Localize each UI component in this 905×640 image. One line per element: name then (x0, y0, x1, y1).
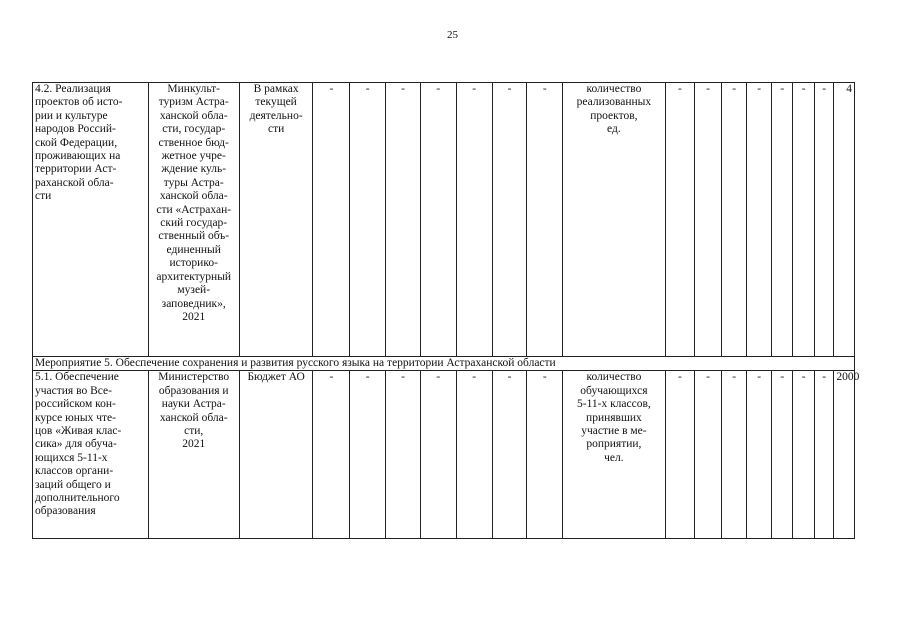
indicator-value: - (814, 371, 833, 539)
financing-source-line: деятельно- (249, 109, 303, 122)
responsible-executor-line: ждение куль- (161, 163, 227, 176)
indicator-value: - (814, 83, 833, 357)
responsible-executor-line: единенный (166, 243, 221, 256)
activity-name-line: рии и культуре (35, 109, 108, 122)
responsible-executor-line: туры Астра- (163, 176, 224, 189)
indicator-value: - (665, 371, 695, 539)
activity-name (33, 371, 149, 539)
activity-name-line: курсе юных чте- (35, 411, 116, 424)
activity-name-line: 5.1. Обеспечение (35, 371, 119, 384)
responsible-executor (148, 371, 239, 539)
indicator-name-line: количество (586, 371, 642, 384)
indicator-value: - (772, 83, 793, 357)
indicator-name-line: 5-11-х классов, (576, 398, 651, 411)
indicator-name-line: реализованных (576, 96, 652, 109)
funding-value: - (313, 371, 350, 539)
funding-value: - (527, 83, 563, 357)
program-table (32, 82, 860, 539)
activity-name-line: образования (35, 505, 96, 518)
responsible-executor-line: Минкульт- (167, 83, 221, 95)
activity-name-line: российском кон- (35, 398, 116, 411)
funding-value: - (492, 371, 527, 539)
activity-name-line: дополнительного (35, 492, 120, 505)
activity-name-line: раханской обла- (35, 176, 114, 189)
responsible-executor-line: ханской обла- (159, 411, 228, 424)
activity-name-line: ющихся 5-11-х (35, 451, 108, 464)
activity-name-line: участия во Все- (35, 384, 112, 397)
funding-value: - (420, 371, 456, 539)
responsible-executor-line: туризм Астра- (158, 96, 229, 109)
responsible-executor-line: образования и (158, 384, 229, 397)
indicator-name-line: обучающихся (580, 384, 648, 397)
indicator-name-line: чел. (604, 451, 624, 464)
funding-value: - (456, 83, 492, 357)
indicator-name (563, 371, 665, 539)
indicator-name (563, 83, 665, 357)
indicator-name-line: роприятии, (586, 438, 642, 451)
activity-name-line: проектов об исто- (35, 96, 123, 109)
table-row (33, 83, 855, 357)
indicator-value: - (695, 83, 722, 357)
funding-value: - (350, 83, 386, 357)
responsible-executor-line: 2021 (182, 438, 206, 451)
indicator-name-line: проектов, (590, 109, 638, 122)
indicator-value: - (772, 371, 793, 539)
indicator-name-line: количество (586, 83, 642, 95)
activity-name (33, 83, 149, 357)
indicator-value: - (721, 83, 747, 357)
indicator-name-line: участие в ме- (581, 425, 647, 438)
activity-name-line: проживающих на (35, 150, 121, 163)
activity-name-line: сика» для обуча- (35, 438, 117, 451)
indicator-value: - (793, 83, 814, 357)
responsible-executor-line: историко- (169, 257, 218, 270)
activity-name-line: заций общего и (35, 478, 111, 491)
responsible-executor-line: ханской обла- (159, 190, 228, 203)
indicator-value: - (793, 371, 814, 539)
responsible-executor-line: заповедник», (161, 297, 226, 310)
funding-value: - (386, 83, 421, 357)
responsible-executor-line: сти, (184, 425, 204, 438)
responsible-executor (148, 83, 239, 357)
funding-value: - (527, 371, 563, 539)
indicator-value: 2000 (834, 371, 855, 539)
funding-value: - (492, 83, 527, 357)
responsible-executor-line: ский государ- (160, 217, 228, 230)
indicator-name-line: ед. (607, 123, 621, 136)
responsible-executor-line: 2021 (182, 310, 206, 323)
responsible-executor-line: сти, государ- (162, 123, 226, 136)
responsible-executor-line: архитектурный (156, 270, 232, 283)
activity-name-line: ской Федерации, (35, 136, 118, 149)
financing-source-line: В рамках (253, 83, 299, 95)
table-row (33, 371, 855, 539)
funding-value: - (350, 371, 386, 539)
indicator-value: - (695, 371, 722, 539)
financing-source-line: сти (267, 123, 285, 136)
section-row (33, 357, 855, 371)
activity-name-line: цов «Живая клас- (35, 425, 122, 438)
responsible-executor-line: ственный объ- (158, 230, 230, 243)
funding-value: - (313, 83, 350, 357)
responsible-executor-line: сти «Астрахан- (156, 203, 232, 216)
financing-source-line: текущей (255, 96, 297, 109)
funding-value: - (456, 371, 492, 539)
financing-source-line: Бюджет АО (247, 371, 305, 384)
responsible-executor-line: ханской обла- (159, 109, 228, 122)
indicator-value: - (747, 83, 772, 357)
responsible-executor-line: жетное учре- (161, 150, 226, 163)
section-title: Мероприятие 5. Обеспечение сохранения и развития русского языка на территории Астраханской области (33, 357, 855, 371)
responsible-executor-line: музей- (177, 284, 211, 297)
activity-name-line: территории Аст- (35, 163, 117, 176)
page-number: 25 (447, 29, 458, 41)
indicator-name-line: принявших (586, 411, 642, 424)
responsible-executor-line: науки Астра- (161, 398, 226, 411)
activity-name-line: сти (35, 190, 52, 203)
indicator-value: 4 (834, 83, 855, 357)
funding-value: - (420, 83, 456, 357)
activity-name-line: 4.2. Реализация (35, 83, 111, 95)
funding-value: - (386, 371, 421, 539)
financing-source (239, 371, 313, 539)
financing-source (239, 83, 313, 357)
activity-name-line: народов Россий- (35, 123, 116, 136)
indicator-value: - (721, 371, 747, 539)
responsible-executor-line: Министерство (158, 371, 230, 384)
indicator-value: - (747, 371, 772, 539)
responsible-executor-line: ственное бюд- (158, 136, 229, 149)
indicator-value: - (665, 83, 695, 357)
activity-name-line: классов органи- (35, 465, 114, 478)
